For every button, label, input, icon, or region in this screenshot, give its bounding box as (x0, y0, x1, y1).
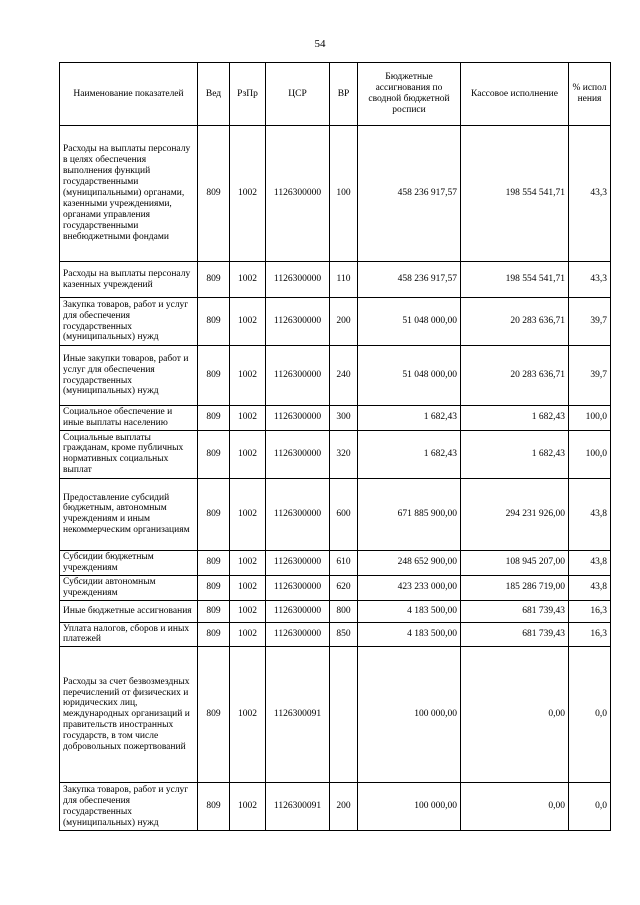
cell-ved: 809 (198, 647, 230, 783)
cell-budget: 458 236 917,57 (358, 262, 461, 298)
table-row (60, 575, 611, 600)
cell-percent: 39,7 (569, 346, 611, 406)
cell-cash: 108 945 207,00 (461, 550, 569, 575)
cell-vr: 240 (330, 346, 358, 406)
cell-name: Расходы на выплаты персоналу казенных учреждений (60, 262, 198, 298)
cell-csr: 1126300000 (266, 575, 330, 600)
table-body (60, 126, 611, 831)
cell-csr: 1126300000 (266, 126, 330, 262)
table-row (60, 783, 611, 831)
column-header: ВР (330, 63, 358, 126)
cell-vr: 800 (330, 600, 358, 622)
cell-budget: 100 000,00 (358, 783, 461, 831)
cell-rzpr: 1002 (230, 550, 266, 575)
cell-rzpr: 1002 (230, 430, 266, 478)
table-row (60, 406, 611, 431)
cell-cash: 681 739,43 (461, 622, 569, 647)
cell-budget: 458 236 917,57 (358, 126, 461, 262)
cell-vr: 100 (330, 126, 358, 262)
table-row (60, 622, 611, 647)
cell-csr: 1126300000 (266, 298, 330, 346)
cell-percent: 43,8 (569, 550, 611, 575)
table-row (60, 262, 611, 298)
cell-csr: 1126300000 (266, 262, 330, 298)
cell-cash: 1 682,43 (461, 406, 569, 431)
cell-vr: 200 (330, 783, 358, 831)
budget-execution-table (59, 62, 611, 831)
cell-percent: 39,7 (569, 298, 611, 346)
table-header-row (60, 63, 611, 126)
cell-budget: 1 682,43 (358, 430, 461, 478)
table-row (60, 298, 611, 346)
cell-csr: 1126300000 (266, 600, 330, 622)
cell-cash: 20 283 636,71 (461, 298, 569, 346)
cell-csr: 1126300000 (266, 478, 330, 550)
cell-percent: 16,3 (569, 622, 611, 647)
cell-cash: 0,00 (461, 647, 569, 783)
cell-cash: 681 739,43 (461, 600, 569, 622)
cell-cash: 198 554 541,71 (461, 262, 569, 298)
cell-vr: 200 (330, 298, 358, 346)
table-row (60, 126, 611, 262)
column-header: Бюджетные ассигнования по сводной бюджетной росписи (358, 63, 461, 126)
cell-name: Иные бюджетные ассигнования (60, 600, 198, 622)
cell-percent: 43,8 (569, 575, 611, 600)
cell-csr: 1126300000 (266, 622, 330, 647)
cell-percent: 43,3 (569, 126, 611, 262)
cell-rzpr: 1002 (230, 647, 266, 783)
cell-budget: 51 048 000,00 (358, 298, 461, 346)
cell-budget: 423 233 000,00 (358, 575, 461, 600)
cell-ved: 809 (198, 126, 230, 262)
cell-csr: 1126300000 (266, 430, 330, 478)
cell-cash: 1 682,43 (461, 430, 569, 478)
column-header: % испол нения (569, 63, 611, 126)
cell-percent: 43,8 (569, 478, 611, 550)
cell-cash: 0,00 (461, 783, 569, 831)
cell-vr: 850 (330, 622, 358, 647)
column-header: ЦСР (266, 63, 330, 126)
cell-vr: 300 (330, 406, 358, 431)
cell-percent: 0,0 (569, 647, 611, 783)
table-row (60, 647, 611, 783)
cell-budget: 4 183 500,00 (358, 600, 461, 622)
cell-ved: 809 (198, 622, 230, 647)
cell-rzpr: 1002 (230, 406, 266, 431)
table-row (60, 346, 611, 406)
cell-ved: 809 (198, 783, 230, 831)
cell-name: Закупка товаров, работ и услуг для обеспечения государственных (муниципальных) нужд (60, 783, 198, 831)
cell-name: Закупка товаров, работ и услуг для обеспечения государственных (муниципальных) нужд (60, 298, 198, 346)
cell-cash: 198 554 541,71 (461, 126, 569, 262)
cell-csr: 1126300091 (266, 783, 330, 831)
cell-vr: 620 (330, 575, 358, 600)
cell-name: Расходы на выплаты персоналу в целях обеспечения выполнения функций государственными (муниципальными) органами, казенными учреждениями, органами управления государственными внебюджетными фондами (60, 126, 198, 262)
cell-name: Расходы за счет безвозмездных перечислений от физических и юридических лиц, международных организаций и правительств иностранных государств, в том числе добровольных пожертвований (60, 647, 198, 783)
cell-vr: 320 (330, 430, 358, 478)
cell-rzpr: 1002 (230, 783, 266, 831)
cell-name: Уплата налогов, сборов и иных платежей (60, 622, 198, 647)
cell-percent: 16,3 (569, 600, 611, 622)
table-row (60, 600, 611, 622)
cell-name: Иные закупки товаров, работ и услуг для обеспечения государственных (муниципальных) нужд (60, 346, 198, 406)
cell-rzpr: 1002 (230, 575, 266, 600)
cell-cash: 20 283 636,71 (461, 346, 569, 406)
cell-budget: 248 652 900,00 (358, 550, 461, 575)
cell-csr: 1126300000 (266, 406, 330, 431)
table-row (60, 550, 611, 575)
cell-name: Социальные выплаты гражданам, кроме публичных нормативных социальных выплат (60, 430, 198, 478)
column-header: РзПр (230, 63, 266, 126)
cell-rzpr: 1002 (230, 126, 266, 262)
cell-ved: 809 (198, 262, 230, 298)
cell-percent: 100,0 (569, 406, 611, 431)
cell-budget: 100 000,00 (358, 647, 461, 783)
table-row (60, 478, 611, 550)
cell-ved: 809 (198, 406, 230, 431)
cell-rzpr: 1002 (230, 262, 266, 298)
cell-ved: 809 (198, 430, 230, 478)
table-row (60, 430, 611, 478)
cell-percent: 43,3 (569, 262, 611, 298)
cell-csr: 1126300000 (266, 346, 330, 406)
cell-budget: 51 048 000,00 (358, 346, 461, 406)
cell-ved: 809 (198, 346, 230, 406)
cell-ved: 809 (198, 478, 230, 550)
cell-percent: 100,0 (569, 430, 611, 478)
cell-ved: 809 (198, 575, 230, 600)
cell-ved: 809 (198, 550, 230, 575)
cell-rzpr: 1002 (230, 600, 266, 622)
cell-vr: 600 (330, 478, 358, 550)
cell-cash: 294 231 926,00 (461, 478, 569, 550)
column-header: Наименование показателей (60, 63, 198, 126)
cell-rzpr: 1002 (230, 346, 266, 406)
cell-name: Субсидии автономным учреждениям (60, 575, 198, 600)
cell-ved: 809 (198, 600, 230, 622)
cell-name: Субсидии бюджетным учреждениям (60, 550, 198, 575)
cell-vr: 110 (330, 262, 358, 298)
cell-percent: 0,0 (569, 783, 611, 831)
cell-rzpr: 1002 (230, 298, 266, 346)
cell-budget: 671 885 900,00 (358, 478, 461, 550)
cell-csr: 1126300091 (266, 647, 330, 783)
cell-name: Социальное обеспечение и иные выплаты населению (60, 406, 198, 431)
cell-budget: 4 183 500,00 (358, 622, 461, 647)
cell-vr (330, 647, 358, 783)
column-header: Кассовое исполнение (461, 63, 569, 126)
cell-cash: 185 286 719,00 (461, 575, 569, 600)
cell-ved: 809 (198, 298, 230, 346)
cell-budget: 1 682,43 (358, 406, 461, 431)
cell-rzpr: 1002 (230, 478, 266, 550)
cell-vr: 610 (330, 550, 358, 575)
cell-csr: 1126300000 (266, 550, 330, 575)
column-header: Вед (198, 63, 230, 126)
cell-rzpr: 1002 (230, 622, 266, 647)
page-number: 54 (314, 38, 326, 50)
cell-name: Предоставление субсидий бюджетным, автономным учреждениям и иным некоммерческим организациям (60, 478, 198, 550)
